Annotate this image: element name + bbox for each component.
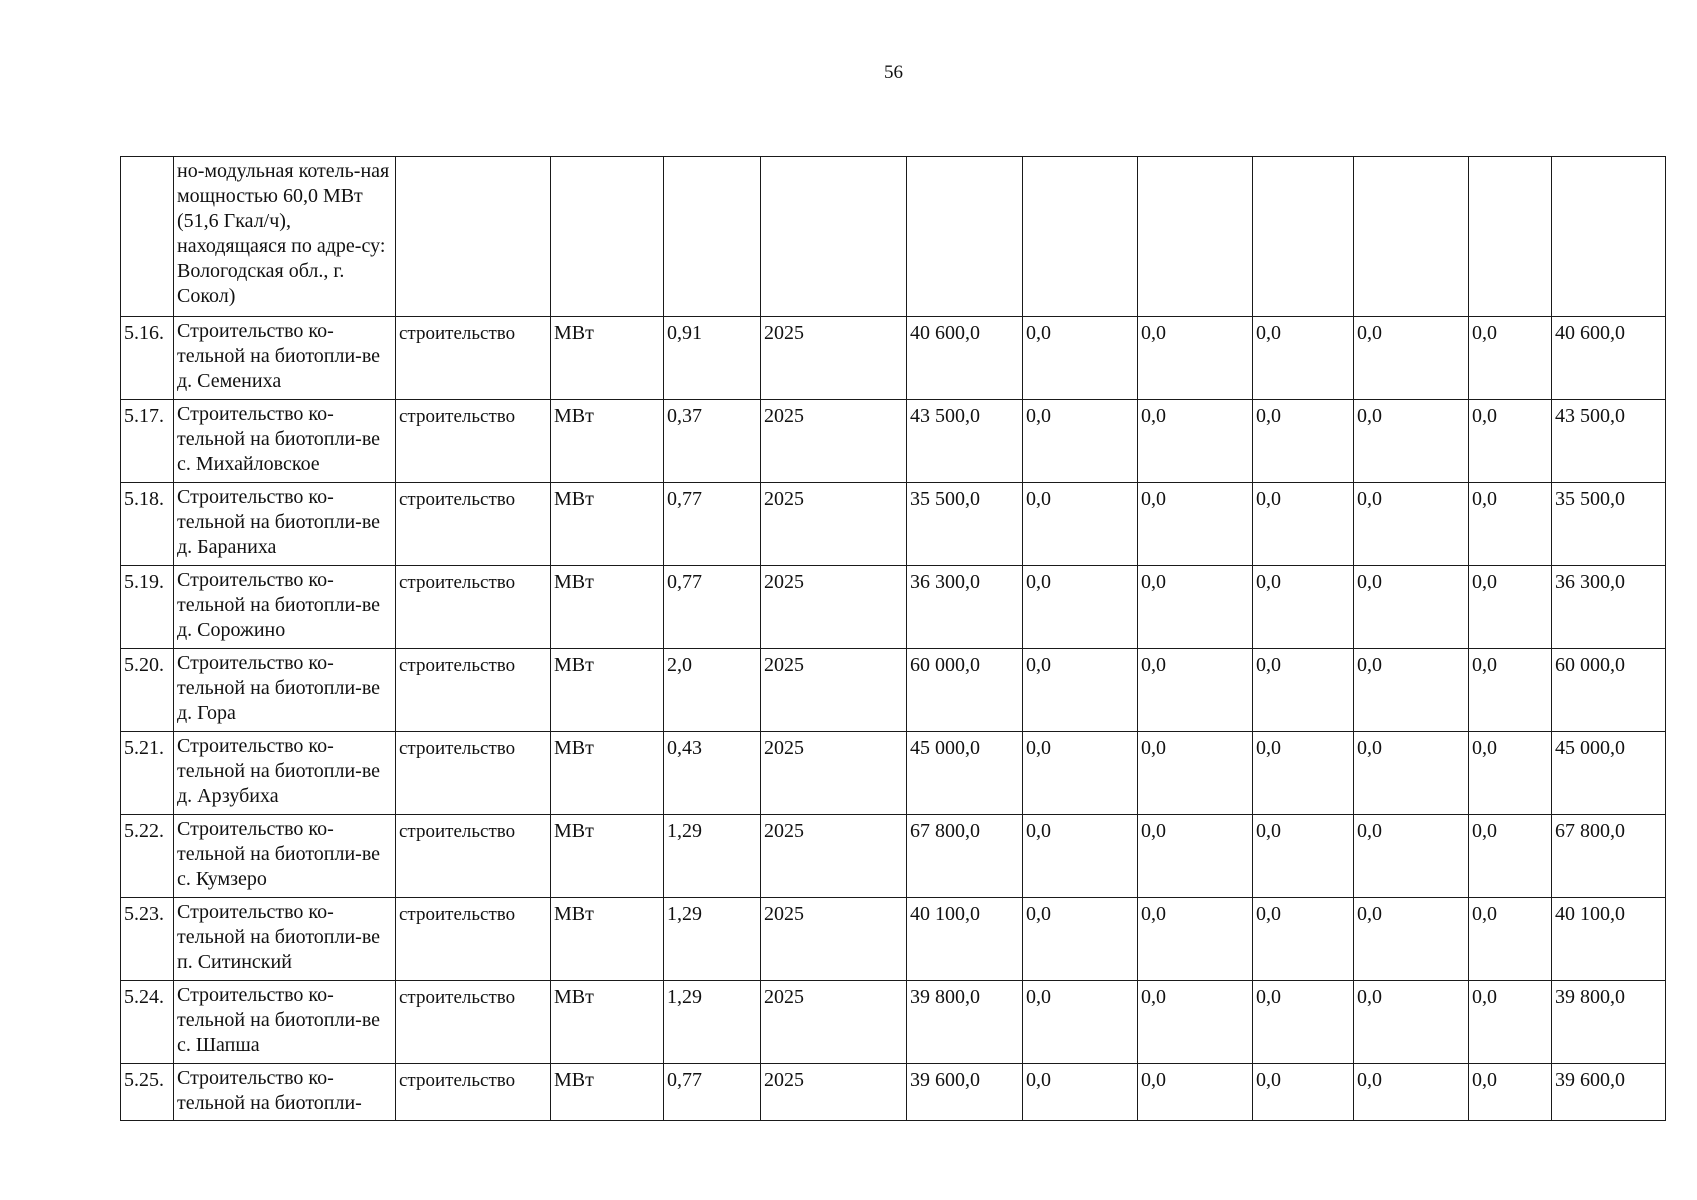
cell-no: 5.20. [121, 649, 174, 732]
cell-year: 2025 [761, 898, 907, 981]
cell-total-cost: 40 100,0 [907, 898, 1023, 981]
cell-amount-5: 0,0 [1354, 566, 1469, 649]
cell-capacity: 2,0 [664, 649, 761, 732]
cell-year: 2025 [761, 566, 907, 649]
cell-amount-2: 0,0 [1023, 732, 1138, 815]
cell-amount-5: 0,0 [1354, 981, 1469, 1064]
cell-year: 2025 [761, 981, 907, 1064]
cell-amount-2: 0,0 [1023, 317, 1138, 400]
cell-kind: строительство [396, 815, 551, 898]
cell-no: 5.16. [121, 317, 174, 400]
cell-no: 5.24. [121, 981, 174, 1064]
cell-amount-total: 39 600,0 [1552, 1064, 1666, 1121]
cell-amount-2: 0,0 [1023, 815, 1138, 898]
cell-amount-5: 0,0 [1354, 732, 1469, 815]
table-row [121, 649, 1666, 732]
cell-amount-6: 0,0 [1469, 317, 1552, 400]
cell-year: 2025 [761, 649, 907, 732]
cell-unit: МВт [551, 566, 664, 649]
cell-no: 5.19. [121, 566, 174, 649]
cell-amount-4: 0,0 [1253, 981, 1354, 1064]
cell-total-cost: 43 500,0 [907, 400, 1023, 483]
cell-amount-3: 0,0 [1138, 898, 1253, 981]
cell-no: 5.25. [121, 1064, 174, 1121]
cell-no [121, 157, 174, 317]
cell-total-cost: 35 500,0 [907, 483, 1023, 566]
cell-name: Строительство ко-тельной на биотопли-ве с. Кумзеро [174, 815, 396, 898]
table-row [121, 898, 1666, 981]
cell-name: Строительство ко-тельной на биотопли-ве д. Арзубиха [174, 732, 396, 815]
cell-amount-3: 0,0 [1138, 649, 1253, 732]
investment-table [120, 156, 1666, 1121]
table-row [121, 566, 1666, 649]
cell-amount-total: 60 000,0 [1552, 649, 1666, 732]
table-row [121, 483, 1666, 566]
cell-no: 5.23. [121, 898, 174, 981]
cell-kind: строительство [396, 898, 551, 981]
cell-amount-total: 36 300,0 [1552, 566, 1666, 649]
cell-unit: МВт [551, 649, 664, 732]
cell-unit: МВт [551, 317, 664, 400]
cell-name: Строительство ко-тельной на биотопли-ве п. Ситинский [174, 898, 396, 981]
cell-amount-4: 0,0 [1253, 317, 1354, 400]
cell-capacity: 0,77 [664, 1064, 761, 1121]
cell-name: Строительство ко-тельной на биотопли-ве д. Бараниха [174, 483, 396, 566]
cell-amount-3: 0,0 [1138, 732, 1253, 815]
cell-amount-5: 0,0 [1354, 815, 1469, 898]
cell-year: 2025 [761, 317, 907, 400]
table-row [121, 981, 1666, 1064]
cell-year: 2025 [761, 815, 907, 898]
cell-kind: строительство [396, 649, 551, 732]
cell-amount-5: 0,0 [1354, 1064, 1469, 1121]
cell-amount-4: 0,0 [1253, 400, 1354, 483]
cell-empty [551, 157, 664, 317]
cell-amount-2: 0,0 [1023, 566, 1138, 649]
cell-kind: строительство [396, 981, 551, 1064]
cell-empty [1469, 157, 1552, 317]
cell-amount-total: 35 500,0 [1552, 483, 1666, 566]
cell-no: 5.18. [121, 483, 174, 566]
cell-total-cost: 67 800,0 [907, 815, 1023, 898]
table-row [121, 317, 1666, 400]
table-row [121, 815, 1666, 898]
cell-kind: строительство [396, 483, 551, 566]
table-row [121, 732, 1666, 815]
cell-year: 2025 [761, 400, 907, 483]
cell-capacity: 0,43 [664, 732, 761, 815]
cell-amount-2: 0,0 [1023, 1064, 1138, 1121]
cell-amount-5: 0,0 [1354, 400, 1469, 483]
page-number: 56 [884, 62, 903, 83]
cell-capacity: 1,29 [664, 815, 761, 898]
table-row [121, 1064, 1666, 1121]
cell-name: Строительство ко-тельной на биотопли-ве д. Гора [174, 649, 396, 732]
cell-amount-3: 0,0 [1138, 400, 1253, 483]
cell-year: 2025 [761, 483, 907, 566]
cell-no: 5.22. [121, 815, 174, 898]
cell-kind: строительство [396, 317, 551, 400]
cell-name: но-модульная котель-ная мощностью 60,0 МВт (51,6 Гкал/ч), находящаяся по адре-су: Вологодская обл., г. Сокол) [174, 157, 396, 317]
cell-amount-3: 0,0 [1138, 317, 1253, 400]
table-row [121, 400, 1666, 483]
cell-empty [1138, 157, 1253, 317]
cell-kind: строительство [396, 400, 551, 483]
cell-capacity: 1,29 [664, 898, 761, 981]
cell-amount-total: 40 100,0 [1552, 898, 1666, 981]
cell-unit: МВт [551, 981, 664, 1064]
cell-empty [396, 157, 551, 317]
cell-amount-2: 0,0 [1023, 649, 1138, 732]
cell-total-cost: 39 800,0 [907, 981, 1023, 1064]
cell-kind: строительство [396, 1064, 551, 1121]
cell-amount-5: 0,0 [1354, 317, 1469, 400]
cell-empty [761, 157, 907, 317]
cell-kind: строительство [396, 732, 551, 815]
cell-amount-6: 0,0 [1469, 483, 1552, 566]
cell-year: 2025 [761, 732, 907, 815]
cell-amount-6: 0,0 [1469, 1064, 1552, 1121]
cell-amount-3: 0,0 [1138, 815, 1253, 898]
cell-total-cost: 39 600,0 [907, 1064, 1023, 1121]
cell-amount-3: 0,0 [1138, 566, 1253, 649]
cell-amount-5: 0,0 [1354, 483, 1469, 566]
cell-empty [664, 157, 761, 317]
cell-empty [1354, 157, 1469, 317]
cell-amount-2: 0,0 [1023, 483, 1138, 566]
cell-amount-6: 0,0 [1469, 400, 1552, 483]
cell-name: Строительство ко-тельной на биотопли-ве с. Михайловское [174, 400, 396, 483]
table-body [121, 157, 1666, 1121]
cell-total-cost: 40 600,0 [907, 317, 1023, 400]
cell-capacity: 1,29 [664, 981, 761, 1064]
cell-amount-2: 0,0 [1023, 898, 1138, 981]
cell-unit: МВт [551, 400, 664, 483]
cell-amount-total: 43 500,0 [1552, 400, 1666, 483]
cell-amount-total: 67 800,0 [1552, 815, 1666, 898]
cell-name: Строительство ко-тельной на биотопли-ве д. Семениха [174, 317, 396, 400]
cell-amount-4: 0,0 [1253, 649, 1354, 732]
cell-amount-6: 0,0 [1469, 566, 1552, 649]
cell-no: 5.17. [121, 400, 174, 483]
cell-empty [1552, 157, 1666, 317]
cell-amount-6: 0,0 [1469, 981, 1552, 1064]
cell-amount-4: 0,0 [1253, 898, 1354, 981]
cell-amount-total: 40 600,0 [1552, 317, 1666, 400]
cell-unit: МВт [551, 1064, 664, 1121]
cell-year: 2025 [761, 1064, 907, 1121]
cell-total-cost: 36 300,0 [907, 566, 1023, 649]
cell-unit: МВт [551, 483, 664, 566]
cell-unit: МВт [551, 732, 664, 815]
cell-amount-4: 0,0 [1253, 1064, 1354, 1121]
table-row-continuation [121, 157, 1666, 317]
cell-capacity: 0,91 [664, 317, 761, 400]
cell-amount-4: 0,0 [1253, 483, 1354, 566]
cell-empty [1023, 157, 1138, 317]
cell-empty [907, 157, 1023, 317]
cell-amount-3: 0,0 [1138, 1064, 1253, 1121]
cell-amount-2: 0,0 [1023, 981, 1138, 1064]
cell-amount-3: 0,0 [1138, 483, 1253, 566]
cell-name: Строительство ко-тельной на биотопли-ве д. Сорожино [174, 566, 396, 649]
cell-amount-total: 39 800,0 [1552, 981, 1666, 1064]
cell-unit: МВт [551, 815, 664, 898]
cell-amount-4: 0,0 [1253, 566, 1354, 649]
cell-amount-4: 0,0 [1253, 732, 1354, 815]
cell-amount-6: 0,0 [1469, 732, 1552, 815]
cell-amount-5: 0,0 [1354, 649, 1469, 732]
cell-capacity: 0,37 [664, 400, 761, 483]
cell-amount-5: 0,0 [1354, 898, 1469, 981]
cell-amount-3: 0,0 [1138, 981, 1253, 1064]
cell-kind: строительство [396, 566, 551, 649]
cell-amount-6: 0,0 [1469, 649, 1552, 732]
cell-amount-4: 0,0 [1253, 815, 1354, 898]
cell-amount-total: 45 000,0 [1552, 732, 1666, 815]
cell-capacity: 0,77 [664, 483, 761, 566]
cell-no: 5.21. [121, 732, 174, 815]
cell-amount-6: 0,0 [1469, 898, 1552, 981]
cell-name: Строительство ко-тельной на биотопли-ве с. Шапша [174, 981, 396, 1064]
cell-empty [1253, 157, 1354, 317]
cell-total-cost: 45 000,0 [907, 732, 1023, 815]
cell-unit: МВт [551, 898, 664, 981]
cell-amount-6: 0,0 [1469, 815, 1552, 898]
cell-total-cost: 60 000,0 [907, 649, 1023, 732]
cell-amount-2: 0,0 [1023, 400, 1138, 483]
cell-capacity: 0,77 [664, 566, 761, 649]
cell-name: Строительство ко-тельной на биотопли- [174, 1064, 396, 1121]
